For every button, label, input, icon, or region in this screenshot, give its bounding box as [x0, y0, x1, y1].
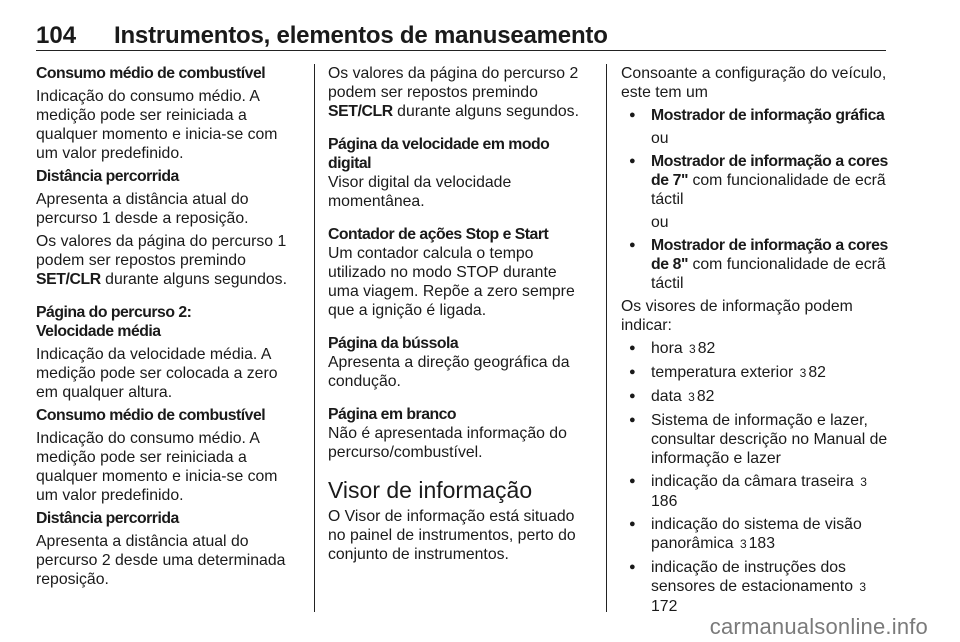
column-1: [36, 64, 298, 589]
list-item-display-option: ● Mostrador de informação gráfica: [621, 106, 889, 125]
text-avg-consumption-1: Indicação do consumo médio. A medição pode ser reiniciada a qualquer momento e inicia-se com um valor predefinido.: [36, 88, 278, 162]
list-item: ● hora 3 82: [621, 339, 889, 359]
text-or: ou: [651, 214, 669, 231]
set-clr-label: SET/CLR: [36, 271, 101, 288]
page-number: 104: [36, 22, 77, 49]
info-list: [621, 339, 889, 620]
heading-distance-2: Distância percorrida: [36, 510, 179, 527]
column-3: [621, 64, 889, 620]
page-ref[interactable]: 82: [697, 340, 716, 357]
header-divider: [36, 50, 886, 51]
list-item-display-option: ● Mostrador de informação a cores de 7" com funcionalidade de ecrã táctil: [621, 152, 889, 209]
heading-trip-2-page: Página do percurso 2:: [36, 304, 192, 321]
text-can-show: Os visores de informação podem indicar:: [621, 298, 853, 334]
heading-avg-consumption-2: Consumo médio de combustível: [36, 407, 266, 424]
text-reset-trip-2: Os valores da página do percurso 2 podem ser repostos premindo SET/CLR durante alguns segundos.: [328, 65, 579, 120]
text-blank-page: Não é apresentada informação do percurso/combustível.: [328, 425, 567, 461]
list-item: ● indicação da câmara traseira 3186: [621, 472, 889, 511]
page-header: [36, 22, 886, 50]
text-or: ou: [651, 130, 669, 147]
column-2: [328, 64, 590, 564]
heading-digital-speed: Página da velocidade em modo digital: [328, 136, 550, 172]
list-item: ● Sistema de informação e lazer, consultar descrição no Manual de informação e lazer: [621, 411, 889, 468]
text-digital-speed: Visor digital da velocidade momentânea.: [328, 174, 512, 210]
page-ref[interactable]: 82: [696, 388, 715, 405]
section-title: Visor de informação: [328, 477, 533, 503]
heading-distance-1: Distância percorrida: [36, 168, 179, 185]
text-info-display: O Visor de informação está situado no painel de instrumentos, perto do conjunto de instrumentos.: [328, 508, 576, 563]
page-ref-icon: 3: [688, 390, 695, 404]
page-ref[interactable]: 82: [808, 364, 826, 381]
text-compass: Apresenta a direção geográfica da condução.: [328, 354, 570, 390]
page-ref-icon: 3: [860, 475, 867, 489]
text-reset-trip-1: Os valores da página do percurso 1 podem ser repostos premindo SET/CLR durante alguns segundos.: [36, 233, 287, 288]
heading-avg-consumption-1: Consumo médio de combustível: [36, 65, 266, 82]
text-avg-consumption-2: Indicação do consumo médio. A medição pode ser reiniciada a qualquer momento e inicia-se com um valor predefinido.: [36, 430, 278, 504]
page-ref-icon: 3: [689, 342, 696, 356]
heading-blank-page: Página em branco: [328, 406, 457, 423]
page-ref[interactable]: 172: [651, 598, 678, 615]
text-stop-start: Um contador calcula o tempo utilizado no modo STOP durante uma viagem. Repõe a zero sempre que a ignição é ligada.: [328, 245, 575, 319]
text-distance-1: Apresenta a distância atual do percurso 1 desde a reposição.: [36, 191, 249, 227]
list-item-display-option: ● Mostrador de informação a cores de 8" com funcionalidade de ecrã táctil: [621, 236, 889, 293]
page-ref[interactable]: 183: [748, 535, 775, 552]
set-clr-label: SET/CLR: [328, 103, 393, 120]
heading-stop-start: Contador de ações Stop e Start: [328, 226, 549, 243]
list-item: ● indicação do sistema de visão panorâmica 3 183: [621, 515, 889, 554]
text-intro: Consoante a configuração do veículo, este tem um: [621, 65, 887, 101]
heading-avg-speed: Velocidade média: [36, 323, 161, 340]
column-divider-2: [606, 64, 607, 612]
list-item: ● data 3 82: [621, 387, 889, 407]
page-ref[interactable]: 186: [651, 493, 678, 510]
text-avg-speed: Indicação da velocidade média. A medição pode ser colocada a zero em qualquer altura.: [36, 346, 278, 401]
list-item: ● indicação de instruções dos sensores de estacionamento 3172: [621, 558, 889, 616]
column-divider-1: [314, 64, 315, 612]
page-ref-icon: 3: [739, 537, 747, 551]
page-ref-icon: 3: [799, 366, 807, 380]
text-distance-2: Apresenta a distância atual do percurso 2 desde uma determinada reposição.: [36, 533, 286, 588]
page-ref-icon: 3: [859, 580, 867, 594]
heading-compass: Página da bússola: [328, 335, 459, 352]
watermark: carmanualsonline.info: [709, 614, 928, 639]
page-title: Instrumentos, elementos de manuseamento: [114, 22, 608, 49]
list-item: ● temperatura exterior 3 82: [621, 363, 889, 383]
